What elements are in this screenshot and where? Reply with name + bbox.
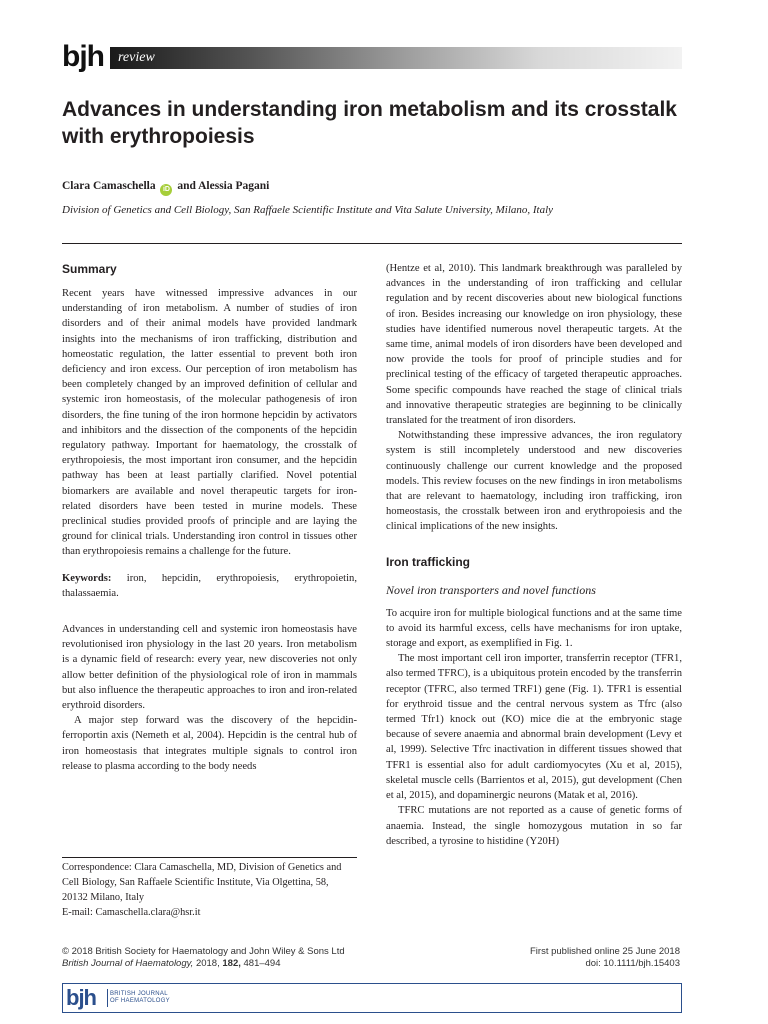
- right-paragraph-2: Notwithstanding these impressive advances, the iron regulatory system is still incompletely understood and new discoveries continuously challenge our current knowledge and the proposed models. This review focuses on the new findings in iron metabolisms that are relevant to haematology, including iron trafficking, iron homeostasis, the crosstalk between iron and erythropoiesis and the clinical implications of the new insights.: [386, 430, 682, 533]
- journal-footer-banner: [62, 983, 682, 1013]
- intro-paragraph-1: Advances in understanding cell and systemic iron homeostasis have revolutionised iron physiology in the last 20 years. Iron metabolism is a dynamic field of research: every year, new discoveries not only allow better definition of the physiological role of iron in mammals but also influence the therapeutic approaches to iron and iron-related erythroid disorders.: [62, 624, 357, 712]
- citation-line: [62, 958, 345, 970]
- correspondence-line-3: 20132 Milano, Italy: [62, 892, 145, 903]
- right-paragraph-5: TFRC mutations are not reported as a cause of genetic forms of anaemia. Instead, the single homozygous mutation in so far described, a tyrosine to histidine (Y20H): [386, 805, 682, 847]
- second-author[interactable]: and Alessia Pagani: [177, 180, 270, 192]
- orcid-icon[interactable]: iD: [160, 184, 172, 196]
- footer-journal-logo: bjh: [66, 985, 96, 1010]
- footer-journal-name-line-2: OF HAEMATOLOGY: [110, 998, 170, 1004]
- citation-volume: 182,: [222, 958, 241, 969]
- citation-pages: 481–494: [240, 958, 281, 969]
- left-column: [62, 262, 357, 774]
- article-type-label: review: [118, 50, 155, 65]
- section-heading-iron-trafficking: Iron trafficking: [386, 554, 471, 569]
- affiliation: Division of Genetics and Cell Biology, San Raffaele Scientific Institute and Vita Salute University, Milano, Italy: [62, 204, 554, 216]
- header-gradient-bar: [110, 47, 682, 69]
- footer-left: [62, 946, 345, 970]
- copyright-line: © 2018 British Society for Haematology and John Wiley & Sons Ltd: [62, 946, 345, 957]
- summary-text: Recent years have witnessed impressive advances in our understanding of iron metabolism. A number of studies of iron disorders and of their animal models have provided landmark insights into the mechanisms of iron trafficking, distribution and homeostatic regulation, the latter essential to prevent both iron deficiency and iron excess. Our perception of iron metabolism has been completely changed by an improved definition of cellular and systemic iron homeostasis, of the molecular pathogenesis of iron disorders, the fine tuning of the iron hormone hepcidin by activators and inhibitors and the dissection of the components of the hepcidin regulatory pathway. Important for haematology, the crosstalk of erythropoiesis, the most important iron consumer, and the hepcidin pathway has been at least partially clarified. Novel potential biomarkers are available and novel therapeutic targets for iron-related disorders have been tested in murine models. These preclinical studies provided proofs of principle and are laying the ground for clinical trials. Understanding iron control in tissues other than erythropoiesis remains a challenge for the future.: [62, 288, 357, 558]
- right-paragraph-3: To acquire iron for multiple biological functions and at the same time to avoid its harmful excess, cells have mechanisms for iron uptake, storage and export, as exemplified in Fig. 1.: [386, 607, 682, 650]
- first-author[interactable]: Clara Camaschella: [62, 180, 156, 192]
- published-date: First published online 25 June 2018: [530, 946, 680, 957]
- correspondence-email[interactable]: E-mail: Camaschella.clara@hsr.it: [62, 907, 201, 918]
- footer-right: [530, 946, 680, 970]
- correspondence-line-1: Correspondence: Clara Camaschella, MD, Division of Genetics and: [62, 862, 342, 873]
- article-title: Advances in understanding iron metabolism and its crosstalk with erythropoiesis: [62, 98, 677, 148]
- keywords-text: iron, hepcidin, erythropoiesis, erythropoietin, thalassaemia.: [62, 572, 357, 599]
- citation-year: 2018,: [193, 958, 223, 969]
- keywords-label: Keywords:: [62, 572, 112, 584]
- keywords: [62, 571, 357, 601]
- author-line: [62, 179, 269, 196]
- right-paragraph-1: (Hentze et al, 2010). This landmark breakthrough was paralleled by advances in the understanding of iron trafficking and cellular regulation and by recent discoveries about new biological functions of iron. Besides increasing our knowledge on iron physiology, these studies have identified numerous novel therapeutic targets. At the same time, animal models of iron disorders have been developed and now provide the tools for proof of principle studies and for preclinical testing of the efficacy of targeted therapeutic approaches. Some specific compounds have reached the stage of clinical trials and innovative therapeutic strategies are beginning to be clinically translated for the treatment of iron disorders.: [386, 263, 682, 427]
- journal-logo: bjh: [62, 40, 104, 73]
- correspondence-line-2: Cell Biology, San Raffaele Scientific Institute, Via Olgettina, 58,: [62, 877, 329, 888]
- footer-journal-name-line-1: BRITISH JOURNAL: [110, 991, 168, 997]
- footer-journal-name: [110, 991, 170, 1005]
- journal-name: British Journal of Haematology,: [62, 958, 194, 969]
- right-column: [386, 261, 682, 849]
- divider-rule: [62, 243, 682, 244]
- doi-link[interactable]: doi: 10.1111/bjh.15403: [585, 958, 680, 969]
- intro-paragraph-2: A major step forward was the discovery of the hepcidin-ferroportin axis (Nemeth et al, 2004). Hepcidin is the central hub of iron homeostasis that integrates multiple signals to control iron release to plasma according to the body needs: [62, 715, 357, 772]
- right-paragraph-4: The most important cell iron importer, transferrin receptor (TFR1, also termed TFRC), is a ubiquitous protein encoded by the transferrin receptor (TFRC, also termed TRF1) gene (Fig. 1). TFR1 is essential for erythroid tissue and the central nervous system as Tfrc (also termed Tfr1) knock out (KO) mice die at the embryonic stage because of severe anaemia and abnormal brain development (Levy et al, 1999). Selective Tfrc inactivation in different tissues showed that TFR1 is essential also for adult cardiomyocytes (Xu et al, 2015), skeletal muscle cells (Barrientos et al, 2015), gut development (Chen et al, 2015), and dopaminergic neurons (Matak et al, 2016).: [386, 653, 682, 802]
- summary-heading: Summary: [62, 262, 117, 276]
- subsection-heading: Novel iron transporters and novel functions: [386, 582, 596, 597]
- footer-logo-divider: [107, 989, 108, 1007]
- correspondence-block: [62, 857, 357, 920]
- journal-header: [62, 40, 682, 74]
